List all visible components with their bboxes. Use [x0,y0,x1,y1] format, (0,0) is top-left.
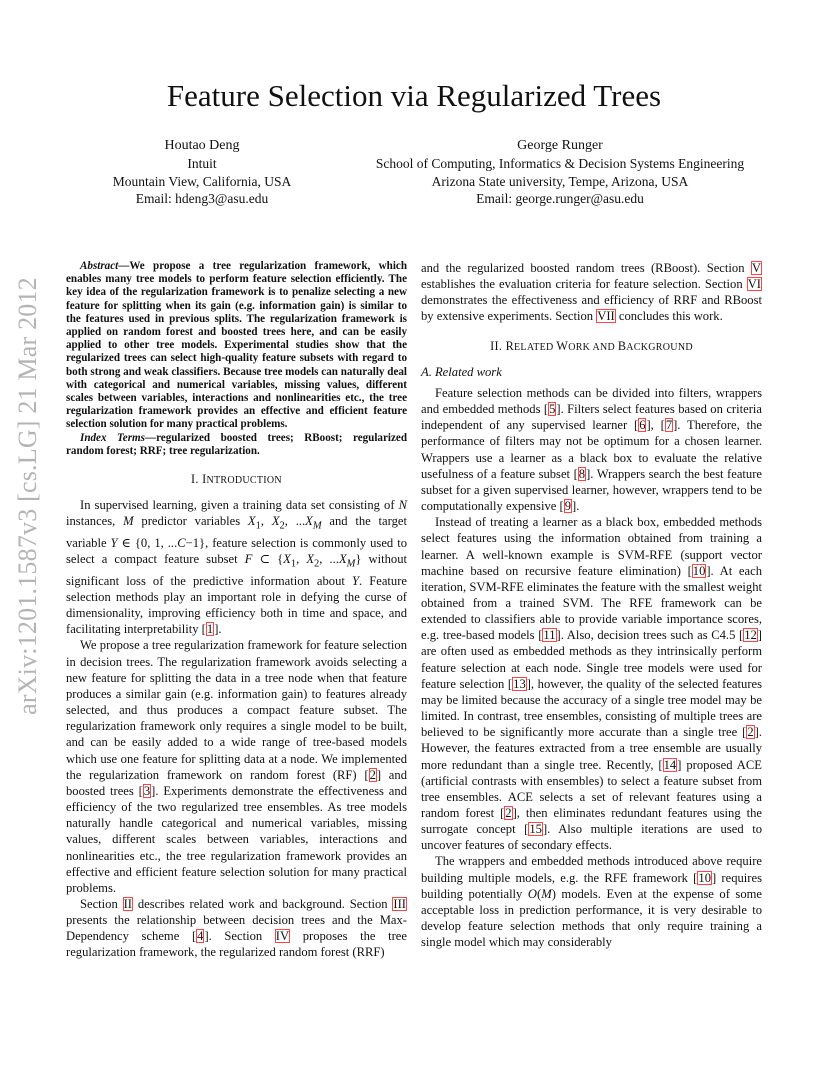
citation-link[interactable]: 13 [513,676,526,691]
citation-link[interactable]: 14 [663,757,677,772]
citation-link[interactable]: 1 [206,622,214,637]
index-terms-label: Index Terms [80,431,145,444]
section-heading-introduction: I. INTRODUCTION [191,472,282,487]
author-name: Houtao Deng [164,138,240,153]
abstract-text: —We propose a tree regularization framework, which enables many tree models to perform feature selection efficiently. The key idea of the regularization framework is to penalize selecting a new feature for splitting when its gain (e.g. information gain) is similar to the features used in previous splits. The regularization framework is applied on random forest and boosted trees here, and can be easily applied to other tree models. Experimental studies show that the regularized trees can select high-quality feature subsets with regard to both strong and weak classifiers. Because tree models can naturally deal with categorical and numerical variables, missing values, different scales between variables, interactions and nonlinearities etc., the tree regularization framework provides an effective and efficient feature selection solution for many practical problems. [66,260,407,431]
citation-link[interactable]: 3 [143,783,151,798]
author-location: Arizona State university, Tempe, Arizona, USA [431,173,689,189]
citation-link[interactable]: 8 [578,466,586,481]
related-paragraph-1: Feature selection methods can be divided into filters, wrappers and embedded methods [5]. Filters select features based on criteria independent of any supervised learner [6], [7]. Therefore, the performance of filters may not be optimum for a chosen learner. Wrappers use a learner as a black box to evaluate the relative usefulness of a feature subset [8]. Wrappers search the best feature subset for a given supervised learner, however, wrappers tend to be computationally expensive [9]. [421,385,762,514]
section-link[interactable]: VI [747,277,761,292]
section-link[interactable]: VII [597,309,615,324]
intro-paragraph-3-cont: and the regularized boosted random trees (RBoost). Section V establishes the evaluation criteria for feature selection. Section VI demonstrates the effectiveness and efficiency of RRF and RBoost by extensive experiments. Section VII concludes this work. [421,261,762,324]
author-block-1 [80,136,324,208]
citation-link[interactable]: 6 [639,418,646,433]
intro-paragraph-2: We propose a tree regularization framework for feature selection in decision trees. The regularization framework avoids selecting a new feature for splitting the data in a tree node when that feature produces a similar gain (e.g. information gain) to features already selected, and thus produces a compact feature subset. The regularization framework only requires a single model to be built, and can be easily added to a wide range of tree-based models which use one feature for splitting data at a node. We implemented the regularization framework on random forest (RF) [2] and boosted trees [3]. Experiments demonstrate the effectiveness and efficiency of the two regularized tree ensembles. As tree models naturally handle categorical and numerical variables, missing values, different scales between variables, interactions and nonlinearities etc., the tree regularization framework provides an effective and efficient feature selection solution for many practical problems. [66,638,407,895]
citation-link[interactable]: 2 [369,767,376,782]
citation-link[interactable]: 10 [692,563,706,578]
author-email: Email: george.runger@asu.edu [476,191,644,206]
author-block-2 [330,136,790,208]
citation-link[interactable]: 10 [698,870,711,885]
abstract-label: Abstract [80,260,119,272]
section-link[interactable]: V [751,261,761,275]
section-link[interactable]: III [393,896,406,911]
citation-link[interactable]: 7 [665,418,673,433]
left-column [66,260,407,961]
section-link[interactable]: II [123,896,132,911]
citation-link[interactable]: 2 [747,725,754,740]
citation-link[interactable]: 11 [543,628,556,643]
author-name: George Runger [517,138,603,153]
citation-link[interactable]: 5 [549,402,556,417]
paper-title: Feature Selection via Regularized Trees [166,78,662,113]
right-column [421,260,762,950]
section-link[interactable]: IV [275,929,290,944]
section-heading-related-work: II. RELATED WORK AND BACKGROUND [490,338,693,353]
citation-link[interactable]: 12 [744,628,757,643]
intro-paragraph-3: Section II describes related work and background. Section III presents the relationship between decision trees and the Max-Dependency scheme [4]. Section IV proposes the tree regularization framework, the regularized random forest (RRF) [66,896,407,960]
arxiv-identifier-stamp: arXiv:1201.1587v3 [cs.LG] 21 Mar 2012 [13,277,42,715]
related-paragraph-3: The wrappers and embedded methods introduced above require building multiple models, e.g. the RFE framework [10] requires building potentially O(M) models. Even at the expense of some acceptable loss in prediction performance, it is very desirable to develop feature selection methods that only require training a single model which may considerably [421,854,762,950]
intro-paragraph-1: In supervised learning, given a training data set consisting of N instances, M predictor variables $X_1$, $X_2$, $...X_M$ and the target variable Y ∈ {0, 1, ...C−1}, feature selection is commonly used to select a compact feature subset F ⊂ {$X_1$, $X_2$, $...X_M$} without significant loss of the predictive information about Y. Feature selection methods play an important role in defying the curse of dimensionality, improving efficiency both in time and space, and facilitating interpretability [1]. [66,498,407,637]
related-paragraph-2: Instead of treating a learner as a black box, embedded methods select features using the information obtained from training a learner. A well-known example is SVM-RFE (support vector machine based on recursive feature elimination) [10]. At each iteration, SVM-RFE eliminates the feature with the smallest weight obtained from a trained SVM. The RFE framework can be extended to classifiers able to provide variable importance scores, e.g. tree-based models [11]. Also, decision trees such as C4.5 [12] are often used as embedded methods as they intrinsically perform feature selection at each node. Single tree models were used for feature selection [13], however, the quality of the selected features may be limited because the accuracy of a single tree model may be limited. In contrast, tree ensembles, consisting of multiple trees are believed to be significantly more accurate than a single tree [2]. However, the features extracted from a tree ensemble are usually more redundant than a single tree. Recently, [14] proposed ACE (artificial contrasts with ensembles) to select a feature subset from tree ensembles. ACE selects a set of relevant features using a random forest [2], then eliminates redundant features using the surrogate concept [15]. Also multiple iterations are used to uncover features of secondary effects. [421,515,762,853]
citation-link[interactable]: 15 [529,822,542,837]
citation-link[interactable]: 2 [505,806,512,820]
author-email: Email: hdeng3@asu.edu [135,191,269,206]
author-affiliation: Intuit [187,156,217,171]
index-terms-text: —regularized boosted trees; RBoost; regularized random forest; RRF; tree regularization. [66,431,407,457]
subsection-heading-related-work: A. Related work [421,364,502,379]
abstract [66,260,407,432]
author-location: Mountain View, California, USA [112,173,292,189]
index-terms [66,432,407,458]
citation-link[interactable]: 4 [197,929,204,944]
citation-link[interactable]: 9 [564,499,571,514]
author-affiliation: School of Computing, Informatics & Decision Systems Engineering [375,156,745,171]
